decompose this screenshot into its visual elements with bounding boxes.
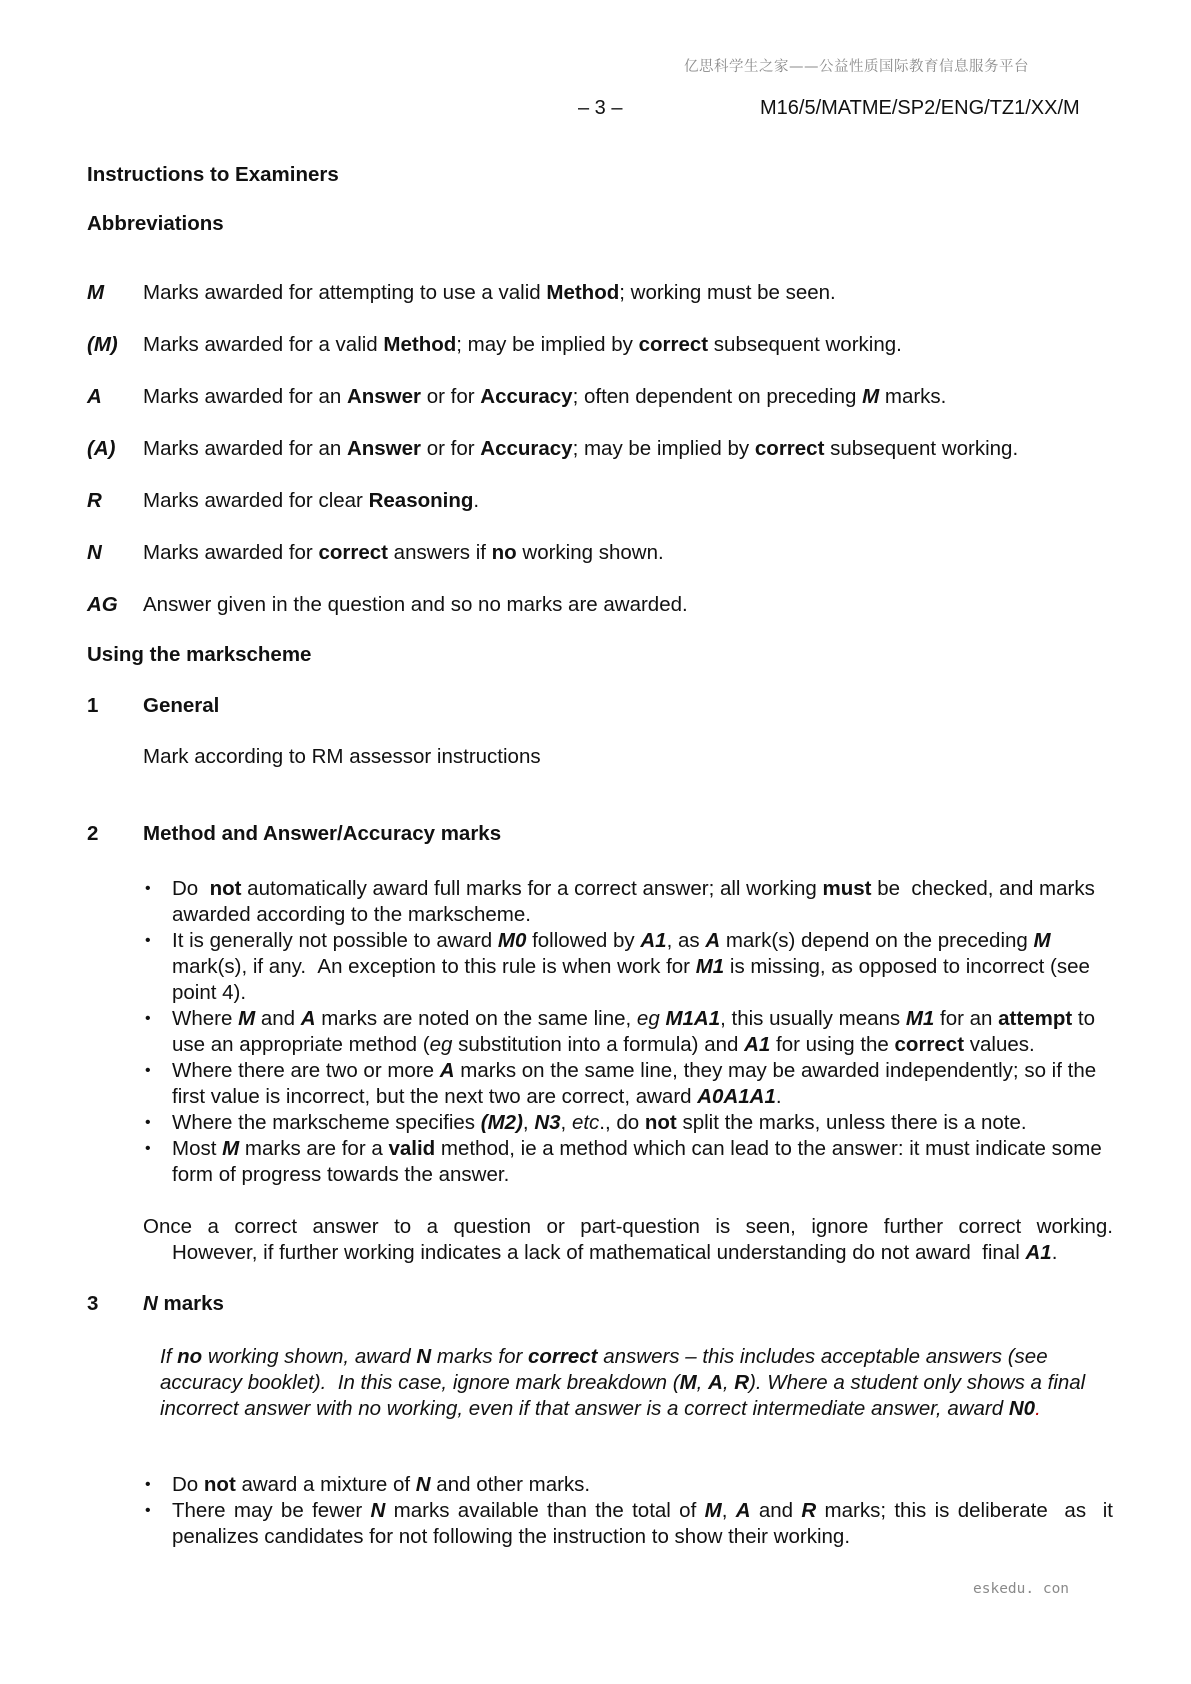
section-1-text: Mark according to RM assessor instructions [143,745,541,768]
abbr-label-r: R [87,489,102,512]
section-3-heading: N marks [143,1292,224,1315]
abbr-text-a: Marks awarded for an Answer or for Accuracy; often dependent on preceding M marks. [143,385,947,408]
section-3-number: 3 [87,1292,99,1315]
section-3-bullets [143,1472,1113,1550]
abbr-text-m: Marks awarded for attempting to use a valid Method; working must be seen. [143,281,836,304]
list-item: • Where M and A marks are noted on the same line, eg M1A1, this usually means M1 for an attempt to use an appropriate method (eg substitution into a formula) and A1 for using the correct values. [143,1006,1113,1058]
section-1-heading: General [143,694,220,717]
list-item: • Do not award a mixture of N and other marks. [143,1472,1113,1498]
watermark-bottom: eskedu. con [973,1581,1070,1597]
section-2-bullets [143,876,1113,1188]
list-item: • Where there are two or more A marks on the same line, they may be awarded independently; so if the first value is incorrect, but the next two are correct, award A0A1A1. [143,1058,1113,1110]
list-item: • There may be fewer N marks available than the total of M, A and R marks; this is deliberate as it penalizes candidates for not following the instruction to show their working. [143,1498,1113,1550]
section-1-number: 1 [87,694,99,717]
abbr-label-n: N [87,541,102,564]
abbr-label-m: M [87,281,105,304]
document-code: M16/5/MATME/SP2/ENG/TZ1/XX/M [760,97,1080,119]
abbr-text-n: Marks awarded for correct answers if no working shown. [143,541,664,564]
page-number: – 3 – [578,97,623,119]
abbr-text-r: Marks awarded for clear Reasoning. [143,489,480,512]
using-markscheme-heading: Using the markscheme [87,643,312,666]
abbr-label-m-paren: (M) [87,333,118,356]
page-title: Instructions to Examiners [87,163,339,186]
once-correct-line-2: However, if further working indicates a lack of mathematical understanding do not award final A1. [172,1241,1058,1264]
list-item: • It is generally not possible to award M0 followed by A1, as A mark(s) depend on the preceding M mark(s), if any. An exception to this rule is when work for M1 is missing, as opposed to incorrect (see point 4). [143,928,1113,1006]
abbr-label-a: A [87,385,102,408]
section-2-heading: Method and Answer/Accuracy marks [143,822,502,845]
abbr-text-ag: Answer given in the question and so no marks are awarded. [143,593,688,616]
abbr-label-a-paren: (A) [87,437,116,460]
list-item: • Where the markscheme specifies (M2), N3, etc., do not split the marks, unless there is a note. [143,1110,1113,1136]
list-item: • Most M marks are for a valid method, ie a method which can lead to the answer: it must indicate some form of progress towards the answer. [143,1136,1113,1188]
watermark-top: 亿思科学生之家——公益性质国际教育信息服务平台 [684,59,1029,75]
n-marks-italic-paragraph: If no working shown, award N marks for correct answers – this includes acceptable answers (see accuracy booklet). In this case, ignore mark breakdown (M, A, R). Where a student only shows a final incorrect answer with no working, even if that answer is a correct intermediate answer, award N0. [160,1345,1086,1420]
section-2-number: 2 [87,822,99,845]
list-item: • Do not automatically award full marks for a correct answer; all working must be checked, and marks awarded according to the markscheme. [143,876,1113,928]
once-correct-paragraph [143,1214,1113,1266]
abbreviations-heading: Abbreviations [87,212,224,235]
once-correct-line-1: Once a correct answer to a question or part-question is seen, ignore further correct working. [143,1215,1113,1238]
abbr-text-a-paren: Marks awarded for an Answer or for Accuracy; may be implied by correct subsequent working. [143,437,1019,460]
abbr-text-m-paren: Marks awarded for a valid Method; may be implied by correct subsequent working. [143,333,902,356]
abbr-label-ag: AG [87,593,118,616]
